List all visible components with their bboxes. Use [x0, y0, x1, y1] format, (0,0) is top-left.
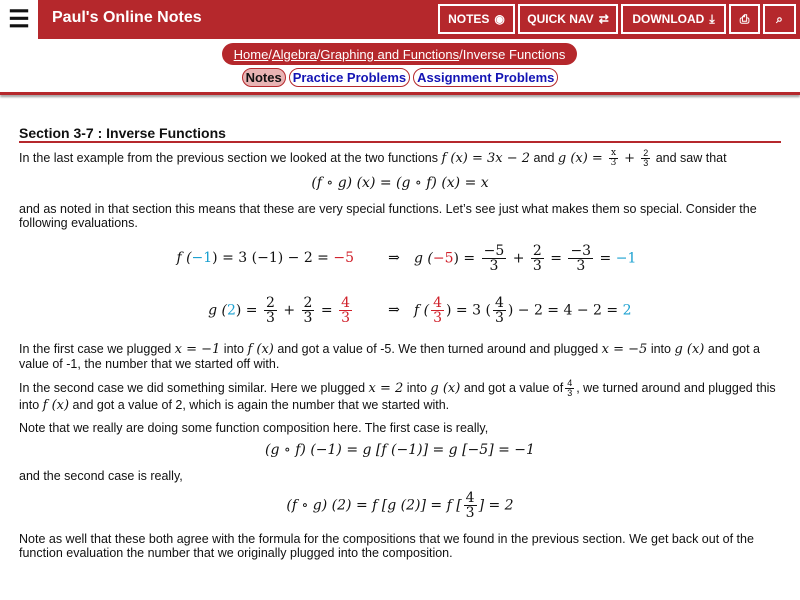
m: + [508, 250, 529, 266]
breadcrumb [222, 43, 577, 65]
search-button[interactable] [763, 4, 796, 34]
tab-practice-problems[interactable]: Practice Problems [289, 68, 410, 87]
hamburger-menu-icon[interactable]: ☰ [0, 0, 38, 39]
fraction [264, 296, 277, 325]
breadcrumb-algebra[interactable]: Algebra [271, 46, 317, 62]
text: into [650, 342, 675, 356]
paragraph [19, 379, 781, 413]
m: (f ∘ g) (2) = f [g (2)] = f [ [286, 497, 462, 514]
text: and got a value of [463, 380, 564, 395]
den: 3 [303, 309, 313, 326]
text: and got a value of 2, which is again the number that we started with. [72, 398, 450, 412]
notes-label: NOTES [448, 12, 490, 26]
m: −1 [615, 250, 637, 266]
m: −5 [432, 250, 454, 266]
math: x = −5 [601, 342, 648, 357]
fraction [339, 296, 352, 325]
math: g (x) [430, 380, 461, 396]
tab-assignment-problems[interactable]: Assignment Problems [413, 68, 558, 87]
den: 3 [567, 388, 573, 398]
implies-arrow: ⇒ [388, 302, 400, 318]
text: , we turned around and plugged this into [19, 380, 776, 412]
text: In the last example from the previous section we looked at the two functions [19, 150, 442, 165]
paragraph: and the second case is really, [19, 469, 183, 483]
sep: / [316, 46, 321, 62]
paragraph [19, 149, 781, 168]
m: ) = 3 (−1) − 2 = [212, 250, 334, 266]
text: into [406, 380, 431, 395]
notes-button[interactable] [438, 4, 515, 34]
num: 2 [303, 294, 313, 311]
m: ) = 3 ( [446, 302, 491, 318]
paragraph: and as noted in that section this means that these are very special functions. Let’s see just what makes them so special. Consider the following evaluations. [19, 202, 757, 230]
m: g ( [414, 250, 433, 266]
m: g ( [208, 302, 227, 318]
text: into [223, 342, 248, 356]
den: 3 [576, 257, 586, 274]
equation [19, 491, 781, 520]
eval-left [19, 296, 374, 325]
page-tabs [0, 68, 800, 87]
m: ] = 2 [478, 497, 514, 514]
den: 3 [433, 309, 443, 326]
math: f (x) = 3x − 2 [441, 150, 531, 166]
num: −3 [570, 242, 592, 259]
m: = [316, 302, 338, 318]
fraction [531, 244, 544, 273]
math: g (x) [674, 342, 705, 357]
text: and got a value of -1, the number that we started off with. [19, 342, 761, 371]
den: 3 [465, 505, 475, 521]
fraction [431, 296, 444, 325]
text: and saw that [652, 150, 727, 165]
m: ) = [235, 302, 262, 318]
section-title: Section 3-7 : Inverse Functions [19, 126, 781, 143]
eval-left [19, 251, 374, 265]
quick-nav-button[interactable] [518, 4, 618, 34]
num: 4 [341, 294, 350, 311]
den: 3 [265, 309, 275, 326]
sep: / [459, 46, 463, 62]
eye-icon: ◉ [494, 12, 505, 26]
tab-notes[interactable]: Notes [242, 68, 286, 87]
swap-icon: ⇄ [598, 12, 609, 26]
den: 3 [643, 158, 649, 168]
top-nav [0, 0, 800, 39]
fraction [641, 149, 650, 168]
eval-right [414, 296, 781, 325]
print-icon: ⎙ [739, 11, 750, 26]
num: 2 [643, 148, 649, 158]
text: In the second case we did something similar. Here we plugged [19, 380, 369, 395]
breadcrumb-current: Inverse Functions [462, 46, 566, 62]
num: 2 [532, 242, 542, 259]
fraction [568, 244, 593, 273]
m: 2 [226, 302, 236, 318]
den: 3 [489, 257, 499, 274]
m: ) = [453, 250, 480, 266]
evaluation-row [19, 238, 781, 278]
fraction [565, 379, 574, 398]
math: + [620, 150, 640, 166]
main-content [19, 126, 781, 568]
den: 3 [341, 309, 350, 326]
num: x [610, 148, 617, 158]
m: ) − 2 = 4 − 2 = [507, 302, 623, 318]
download-icon: ⤓ [709, 11, 715, 26]
math: f (x) [247, 342, 274, 357]
fraction [493, 296, 506, 325]
paragraph [19, 342, 781, 371]
num: 4 [494, 294, 504, 311]
header-divider [0, 92, 800, 95]
download-button[interactable] [621, 4, 726, 34]
site-title[interactable]: Paul's Online Notes [52, 9, 202, 26]
m: = [595, 250, 616, 266]
text: and [530, 150, 558, 165]
print-button[interactable] [729, 4, 760, 34]
m: f ( [414, 302, 430, 318]
paragraph: Note that we really are doing some function composition here. The first case is really, [19, 421, 489, 435]
den: 3 [494, 309, 504, 326]
den: 3 [610, 158, 617, 168]
num: 4 [567, 378, 573, 388]
math: x = −1 [174, 342, 221, 357]
math: x = 2 [368, 380, 404, 396]
fraction [482, 244, 507, 273]
eval-right [414, 244, 781, 273]
download-label: DOWNLOAD [632, 12, 705, 26]
search-icon: ⌕ [776, 11, 783, 26]
num: 4 [465, 490, 475, 506]
m: −5 [333, 250, 354, 266]
m: f ( [176, 250, 192, 266]
implies-arrow: ⇒ [388, 250, 400, 266]
fraction [609, 149, 618, 168]
site-header [38, 0, 800, 39]
breadcrumb-home[interactable]: Home [233, 46, 269, 62]
fraction [302, 296, 315, 325]
math: g (x) = [557, 150, 607, 166]
sep: / [268, 46, 272, 62]
text: and got a value of -5. We then turned around and plugged [277, 342, 602, 356]
equation: (f ∘ g) (x) = (g ∘ f) (x) = x [311, 175, 489, 191]
num: 4 [433, 294, 443, 311]
equation: (g ∘ f) (−1) = g [f (−1)] = g [−5] = −1 [265, 442, 535, 458]
breadcrumb-graphing[interactable]: Graphing and Functions [320, 46, 460, 62]
m: = [545, 250, 567, 266]
m: 2 [622, 302, 632, 318]
fraction [464, 491, 477, 520]
quick-nav-label: QUICK NAV [527, 12, 594, 26]
paragraph: Note as well that these both agree with the formula for the compositions that we found in the previous section. We get back out of the function evaluation the number that we originally plugged into the composition. [19, 532, 754, 560]
num: −5 [483, 242, 505, 259]
text: In the first case we plugged [19, 342, 175, 356]
den: 3 [532, 257, 542, 274]
m: −1 [191, 250, 213, 266]
num: 2 [265, 294, 275, 311]
math: f (x) [42, 398, 70, 413]
m: + [278, 302, 300, 318]
evaluation-row [19, 290, 781, 330]
